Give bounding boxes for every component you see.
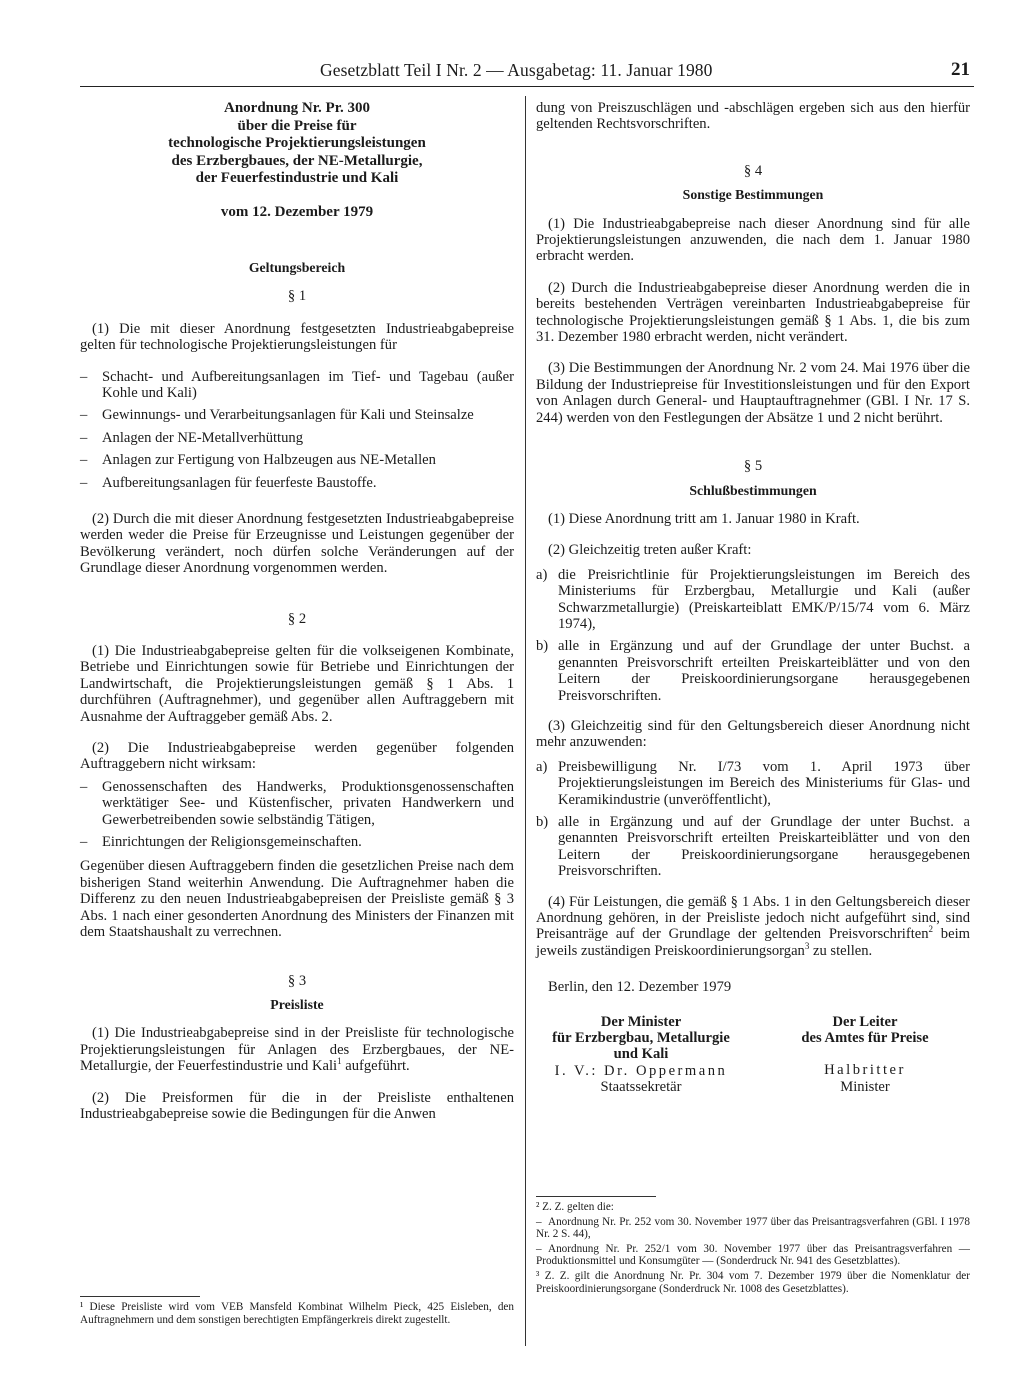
page-header [80, 58, 974, 87]
paragraph: (1) Die mit dieser Anordnung festgesetzten Industrieabgabepreise gelten für technologische Projektierungsleistungen für [80, 320, 514, 354]
footnote [536, 1216, 970, 1241]
footnote-rule [536, 1196, 656, 1197]
footnote: ² Z. Z. gelten die: [536, 1201, 614, 1213]
document-date: vom 12. Dezember 1979 [220, 203, 374, 220]
list-marker: b) [536, 814, 549, 830]
list-item: – Genossenschaften des Handwerks, Produktionsgenossenschaften werktätiger See- und Küstenfischer, privaten Handwerkern und Gewerbetreibenden sowie selbständig Tätigen, [80, 779, 514, 828]
signer-title: des Amtes für Preise [801, 1030, 929, 1047]
footnote-ref: 2 [928, 924, 934, 935]
place-date: Berlin, den 12. Dezember 1979 [548, 979, 732, 996]
page-number: 21 [951, 59, 970, 80]
list-marker: b) [536, 638, 549, 655]
left-column [80, 100, 514, 1137]
footnote-ref: 1 [337, 1056, 342, 1067]
list-item: – Schacht- und Aufbereitungsanlagen im Tief- und Tagebau (außer Kohle und Kali) [80, 369, 514, 402]
signature-left [536, 1014, 746, 1096]
paragraph: (2) Gleichzeitig treten außer Kraft: [548, 542, 752, 559]
footnote-item: – Anordnung Nr. Pr. 252/1 vom 30. November 1977 über das Preisantragsverfahren — Produktionsmittel und Konsumgüter — (Sonderdruck Nr. 941 des Gesetzblattes). [536, 1243, 970, 1268]
section-heading: Geltungsbereich [248, 259, 346, 275]
list-item [536, 814, 970, 880]
title-line: der Feuerfestindustrie und Kali [195, 170, 399, 186]
list-text: Preisbewilligung Nr. I/73 vom 1. April 1973 über Projektierungsleistungen im Bereich des Ministeriums für Glas- und Keramikindustrie (unveröffentlicht), [558, 758, 970, 808]
signer-role: Minister [840, 1078, 890, 1095]
signer-title: und Kali [613, 1046, 669, 1063]
lettered-list [536, 567, 970, 704]
paragraph: (1) Die Industrieabgabepreise nach dieser Anordnung sind für alle Projektierungsleistungen anzuwenden, die nach dem 1. Januar 1980 erbracht werden. [536, 215, 970, 265]
paragraph: (2) Durch die Industrieabgabepreise dieser Anordnung werden die in bereits bestehenden Verträgen vereinbarten Industrieabgabepreise für technologische Projektierungsleistungen gemäß § 1 Abs. 1, die bis zum 31. Dezember 1980 erbracht werden, nicht verändert. [536, 279, 970, 346]
section-heading: Schlußbestimmungen [689, 482, 817, 498]
footnote-rule [80, 1296, 200, 1297]
signature-right [760, 1014, 970, 1096]
paragraph [536, 894, 970, 960]
signer-title: Der Leiter [832, 1013, 898, 1030]
title-line: über die Preise für [237, 117, 357, 134]
list-item: – Anlagen zur Fertigung von Halbzeugen aus NE-Metallen [80, 452, 514, 468]
section-number: § 4 [743, 162, 763, 179]
section-number: § 3 [287, 972, 307, 989]
list-text: die Preisrichtlinie für Projektierungsleistungen im Bereich des Ministeriums für Erzbergbau, Metallurgie und Kali (außer Schwarzmetallurgie) (Preiskarteiblatt EMK/P/15/74 vom 6. März 1974), [558, 566, 970, 632]
signer-name: I. V.: Dr. Oppermann [554, 1062, 728, 1079]
lettered-list [536, 759, 970, 880]
column-divider [525, 96, 526, 1346]
section-number: § 1 [287, 288, 307, 305]
header-title: Gesetzblatt Teil I Nr. 2 — Ausgabetag: 11. Januar 1980 [320, 60, 713, 80]
list-item [536, 759, 970, 808]
paragraph: Gegenüber diesen Auftraggebern finden die gesetzlichen Preise nach dem bisherigen Stand weiterhin Anwendung. Die Auftragnehmer haben die Differenz zu den neuen Industrieabgabepreisen der Preisliste gemäß § 3 Abs. 1 nach einer gesonderten Anordnung des Ministers der Finanzen mit dem Staatshaushalt zu verrechnen. [80, 858, 514, 941]
text-run: (4) Für Leistungen, die gemäß § 1 Abs. 1 in den Geltungsbereich dieser Anordnung gehören, in der Preisliste jedoch nicht aufgeführt sind, sind Preisanträge auf der Grundlage der geltenden Preisvorschriften [536, 893, 970, 943]
title-line: des Erzbergbaues, der NE-Metallurgie, [171, 152, 423, 169]
footnote-ref: 3 [804, 940, 810, 951]
list-item: – Aufbereitungsanlagen für feuerfeste Baustoffe. [80, 475, 514, 491]
list-item [536, 567, 970, 633]
footnotes-left [80, 1296, 514, 1328]
paragraph: (2) Die Preisformen für die in der Preisliste enthaltenen Industrieabgabepreise sowie die Bedingungen für die Anwen [80, 1089, 514, 1122]
footnote: ³ Z. Z. gilt die Anordnung Nr. Pr. 304 vom 7. Dezember 1979 über die Nomenklatur der Preiskoordinierungsorgane (Sonderdruck Nr. 1008 des Gesetzblattes). [536, 1269, 970, 1295]
text-run: aufgeführt. [341, 1058, 410, 1075]
signer-title: Der Minister [600, 1013, 682, 1030]
document-title [80, 100, 514, 188]
dash-list [80, 369, 514, 491]
paragraph: (1) Die Industrieabgabepreise gelten für die volkseigenen Kombinate, Betriebe und Einrichtungen sowie für Betriebe und Einrichtungen der Landwirtschaft, die Projektierungsleistungen gemäß § 1 Abs. 1 durchführen (Auftragnehmer), und gegenüber allen Auftraggebern mit Ausnahme der Auftraggeber gemäß Abs. 2. [80, 643, 514, 725]
footnote [536, 1243, 970, 1268]
paragraph: dung von Preiszuschlägen und -abschlägen ergeben sich aus den hierfür geltenden Rechtsvorschriften. [536, 100, 970, 133]
list-marker: a) [536, 566, 548, 583]
paragraph: (3) Die Bestimmungen der Anordnung Nr. 2 vom 24. Mai 1976 über die Bildung der Industriepreise für Investitionsleistungen und für den Export von Anlagen durch General- und Hauptauftragnehmer (GBl. I Nr. 17 S. 244) werden von den Festlegungen der Absätze 1 und 2 nicht berührt. [536, 360, 970, 426]
title-line: technologische Projektierungsleistungen [168, 135, 426, 151]
list-text: alle in Ergänzung und auf der Grundlage der unter Buchst. a genannten Preisvorschrift erteilten Preiskarteiblätter und von den Leitern der Preiskoordinierungsorgane herausgegebenen Preisvorschriften. [558, 638, 970, 704]
signature-block [536, 1014, 970, 1096]
footnote-item: – Anordnung Nr. Pr. 252 vom 30. November 1977 über das Preisantragsverfahren (GBl. I 1978 Nr. 2 S. 44), [536, 1216, 970, 1241]
section-heading: Sonstige Bestimmungen [682, 187, 824, 203]
paragraph: (1) Diese Anordnung tritt am 1. Januar 1980 in Kraft. [548, 510, 860, 527]
list-item: – Anlagen der NE-Metallverhüttung [80, 430, 514, 446]
list-item: – Einrichtungen der Religionsgemeinschaften. [80, 834, 514, 850]
right-column [536, 100, 970, 1096]
list-item [536, 638, 970, 704]
section-number: § 2 [287, 610, 307, 627]
footnote: ¹ Diese Preisliste wird vom VEB Mansfeld Kombinat Wilhelm Pieck, 425 Eisleben, den Auftragnehmern und dem sonstigen berechtigten Empfängerkreis direkt zugestellt. [80, 1301, 514, 1326]
signer-name: Halbritter [824, 1062, 906, 1079]
text-run: zu stellen. [809, 942, 873, 959]
text-run: (1) Die Industrieabgabepreise sind in der Preisliste für technologische Projektierungsleistungen für Anlagen des Erzbergbaues, der NE-Metallurgie, der Feuerfestindustrie und Kali [80, 1025, 514, 1075]
signer-role: Staatssekretär [600, 1079, 682, 1096]
signer-title: für Erzbergbau, Metallurgie [552, 1030, 730, 1047]
text-run: beim jeweils zuständigen Preiskoordinierungsorgan [536, 926, 970, 959]
paragraph: (2) Durch die mit dieser Anordnung festgesetzten Industrieabgabepreise werden weder die Preise für Erzeugnisse und Leistungen gegenüber der Bevölkerung verändert, noch dürfen solche Veränderungen auf der Grundlage dieser Anordnung vorgenommen werden. [80, 510, 514, 577]
list-item: – Gewinnungs- und Verarbeitungsanlagen für Kali und Steinsalze [80, 407, 514, 423]
paragraph: (3) Gleichzeitig sind für den Geltungsbereich dieser Anordnung nicht mehr anzuwenden: [536, 717, 970, 751]
paragraph [80, 1025, 514, 1074]
footnotes-right [536, 1196, 970, 1297]
list-marker: a) [536, 758, 548, 775]
section-number: § 5 [743, 458, 763, 475]
list-text: alle in Ergänzung und auf der Grundlage der unter Buchst. a genannten Preisvorschrift erteilten Preiskarteiblätter und von den Leitern der Preiskoordinierungsorgane herausgegebenen Preisvorschriften. [558, 814, 970, 880]
section-heading: Preisliste [270, 996, 324, 1012]
dash-list [80, 779, 514, 851]
title-line: Anordnung Nr. Pr. 300 [223, 100, 370, 116]
paragraph: (2) Die Industrieabgabepreise werden gegenüber folgenden Auftraggebern nicht wirksam: [80, 740, 514, 773]
